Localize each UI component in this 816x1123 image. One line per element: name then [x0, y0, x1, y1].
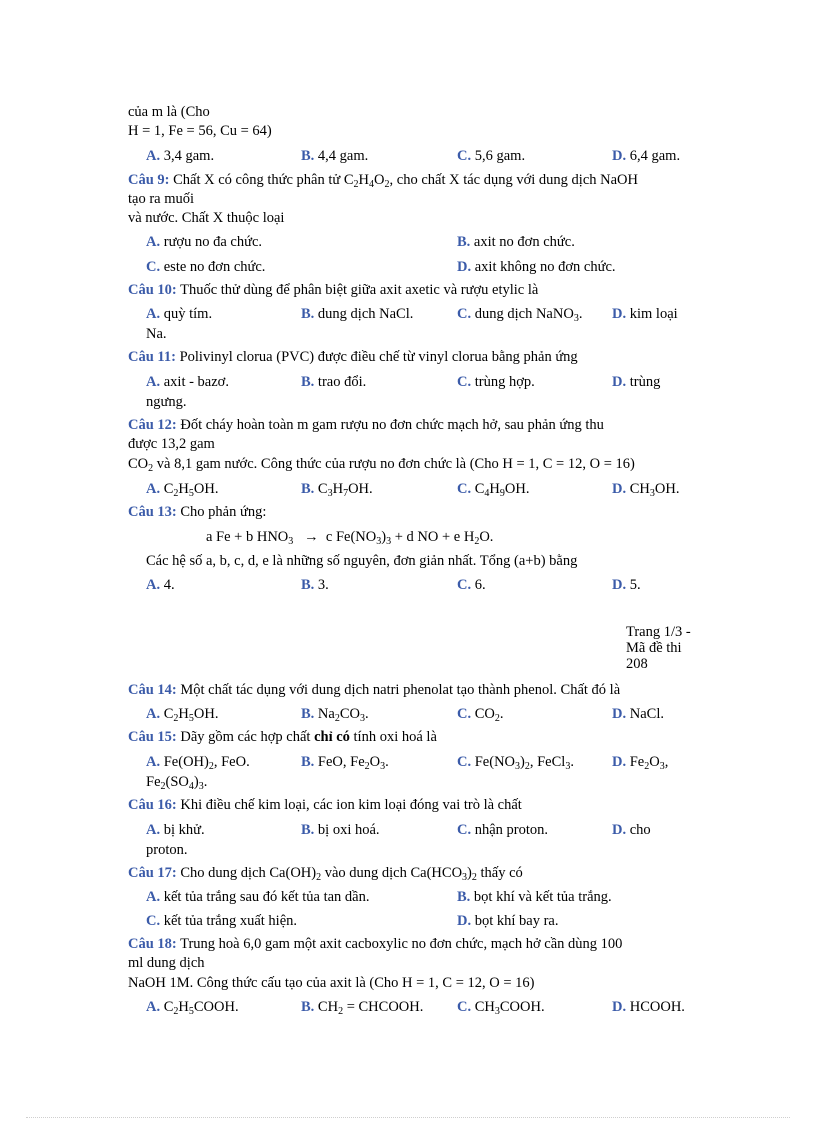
q10-question: Câu 10: Thuốc thử dùng để phân biệt giữa axit axetic và rượu etylic là — [128, 282, 539, 298]
page-footer-line-1: Trang 1/3 - — [626, 624, 691, 640]
q18-question: Câu 18: Trung hoà 6,0 gam một axit cacboxylic no đơn chức, mạch hở cần dùng 100 — [128, 936, 623, 952]
q18-question-line-2: ml dung dịch — [128, 955, 205, 971]
q14-question: Câu 14: Một chất tác dụng với dung dịch natri phenolat tạo thành phenol. Chất đó là — [128, 682, 621, 698]
q9-option-c: C. este no đơn chức. — [146, 259, 266, 275]
q13-option-a: A. 4. — [146, 577, 175, 593]
q17-question: Câu 17: Cho dung dịch $Ca(OH)_2$ vào dung dịch $Ca(HCO_3)_2$ thấy có — [128, 865, 523, 883]
q16-option-a: A. bị khử. — [146, 822, 205, 838]
q13-equation: a Fe + b $HNO_3$ → c $Fe(NO_3)_3 + d$ NO + e $H_2O$. — [206, 529, 494, 547]
q16-option-d-continuation: proton. — [146, 842, 188, 858]
q8-option-c: C. 5,6 gam. — [457, 148, 526, 164]
q15-option-c: C. $Fe(NO_3)_2$, FeCl$_3$. — [457, 754, 574, 772]
q14-option-c: C. $CO_2$. — [457, 706, 504, 724]
q8-option-a: A. 3,4 gam. — [146, 148, 215, 164]
q17-option-a: A. kết tủa trắng sau đó kết tủa tan dần. — [146, 889, 370, 905]
q9-option-d: D. axit không no đơn chức. — [457, 259, 616, 275]
q10-label: Câu 10: — [128, 282, 177, 298]
q10-option-d: D. kim loại — [612, 306, 678, 322]
q11-label: Câu 11: — [128, 349, 176, 365]
q12-question: Câu 12: Đốt cháy hoàn toàn m gam rượu no đơn chức mạch hở, sau phản ứng thu — [128, 417, 604, 433]
q18-label: Câu 18: — [128, 936, 177, 952]
q16-option-b: B. bị oxi hoá. — [301, 822, 380, 838]
q14-option-a: A. $C_2H_5OH$. — [146, 706, 219, 724]
q11-option-d: D. trùng — [612, 374, 661, 390]
q8-option-d: D. 6,4 gam. — [612, 148, 681, 164]
q10-option-d-continuation: Na. — [146, 326, 167, 342]
arrow-icon: → — [304, 529, 319, 545]
q18-option-d: D. HCOOH. — [612, 999, 685, 1015]
q15-option-a: A. $Fe(OH)_2$, FeO. — [146, 754, 250, 772]
q10-option-c: C. dung dịch NaNO$_3$. — [457, 306, 583, 324]
q18-option-c: C. $CH_3COOH$. — [457, 999, 545, 1017]
q9-option-a: A. rượu no đa chức. — [146, 234, 263, 250]
q17-option-b: B. bọt khí và kết tủa trắng. — [457, 889, 612, 905]
q16-option-d: D. cho — [612, 822, 651, 838]
q8-continuation-line-1: của m là (Cho — [128, 104, 210, 120]
q13-option-c: C. 6. — [457, 577, 486, 593]
q11-option-d-continuation: ngưng. — [146, 394, 187, 410]
q10-option-b: B. dung dịch NaCl. — [301, 306, 414, 322]
q12-option-d: D. $CH_3OH$. — [612, 481, 680, 499]
q16-question: Câu 16: Khi điều chế kim loại, các ion kim loại đóng vai trò là chất — [128, 797, 522, 813]
q15-question: Câu 15: Dãy gồm các hợp chất chỉ có tính oxi hoá là — [128, 729, 437, 745]
q11-option-a: A. axit - bazơ. — [146, 374, 229, 390]
page-footer-line-2: Mã đề thi — [626, 640, 682, 656]
q10-option-a: A. quỳ tím. — [146, 306, 213, 322]
q12-label: Câu 12: — [128, 417, 177, 433]
q13-label: Câu 13: — [128, 504, 177, 520]
q8-option-b: B. 4,4 gam. — [301, 148, 369, 164]
q13-note: Các hệ số a, b, c, d, e là những số nguyên, đơn giản nhất. Tổng (a+b) bằng — [146, 553, 578, 569]
q14-label: Câu 14: — [128, 682, 177, 698]
q15-option-b: B. FeO, $Fe_2O_3$. — [301, 754, 389, 772]
q14-option-d: D. NaCl. — [612, 706, 664, 722]
q9-label: Câu 9: — [128, 172, 170, 188]
q17-label: Câu 17: — [128, 865, 177, 881]
q18-question-line-3: NaOH 1M. Công thức cấu tạo của axit là (Cho H = 1, C = 12, O = 16) — [128, 975, 535, 991]
q13-question: Câu 13: Cho phản ứng: — [128, 504, 267, 520]
q12-question-line-3: $CO_2$ và 8,1 gam nước. Công thức của rượu no đơn chức là (Cho H = 1, C = 12, O = 16) — [128, 456, 635, 474]
q9-question-line-3: và nước. Chất X thuộc loại — [128, 210, 285, 226]
q17-option-c: C. kết tủa trắng xuất hiện. — [146, 913, 298, 929]
q9-question-line-2: tạo ra muối — [128, 191, 195, 207]
q12-option-c: C. $C_4H_9OH$. — [457, 481, 530, 499]
q11-option-b: B. trao đổi. — [301, 374, 367, 390]
q14-option-b: B. $Na_2CO_3$. — [301, 706, 369, 724]
q17-option-d: D. bọt khí bay ra. — [457, 913, 559, 929]
q12-question-line-2: được 13,2 gam — [128, 436, 215, 452]
q15-option-d: D. $Fe_2O_3$, — [612, 754, 669, 772]
q18-option-a: A. $C_2H_5COOH$. — [146, 999, 239, 1017]
q9-question: Câu 9: Chất X có công thức phân tử $C_2H_4O_2$, cho chất X tác dụng với dung dịch NaOH — [128, 172, 638, 190]
page-footer-line-3: 208 — [626, 656, 648, 672]
q16-option-c: C. nhận proton. — [457, 822, 549, 838]
q12-option-b: B. $C_3H_7OH$. — [301, 481, 373, 499]
q11-option-c: C. trùng hợp. — [457, 374, 535, 390]
q16-label: Câu 16: — [128, 797, 177, 813]
q18-option-b: B. $CH_2$ = CHCOOH. — [301, 999, 424, 1017]
q12-option-a: A. $C_2H_5OH$. — [146, 481, 219, 499]
q15-option-d-continuation: $Fe_2(SO_4)_3$. — [146, 774, 208, 792]
q13-option-b: B. 3. — [301, 577, 329, 593]
page-bottom-divider — [26, 1117, 790, 1118]
q15-label: Câu 15: — [128, 729, 177, 745]
q13-option-d: D. 5. — [612, 577, 641, 593]
q8-continuation-line-2: H = 1, Fe = 56, Cu = 64) — [128, 123, 272, 139]
q9-option-b: B. axit no đơn chức. — [457, 234, 575, 250]
q11-question: Câu 11: Polivinyl clorua (PVC) được điều chế từ vinyl clorua bằng phản ứng — [128, 349, 578, 365]
